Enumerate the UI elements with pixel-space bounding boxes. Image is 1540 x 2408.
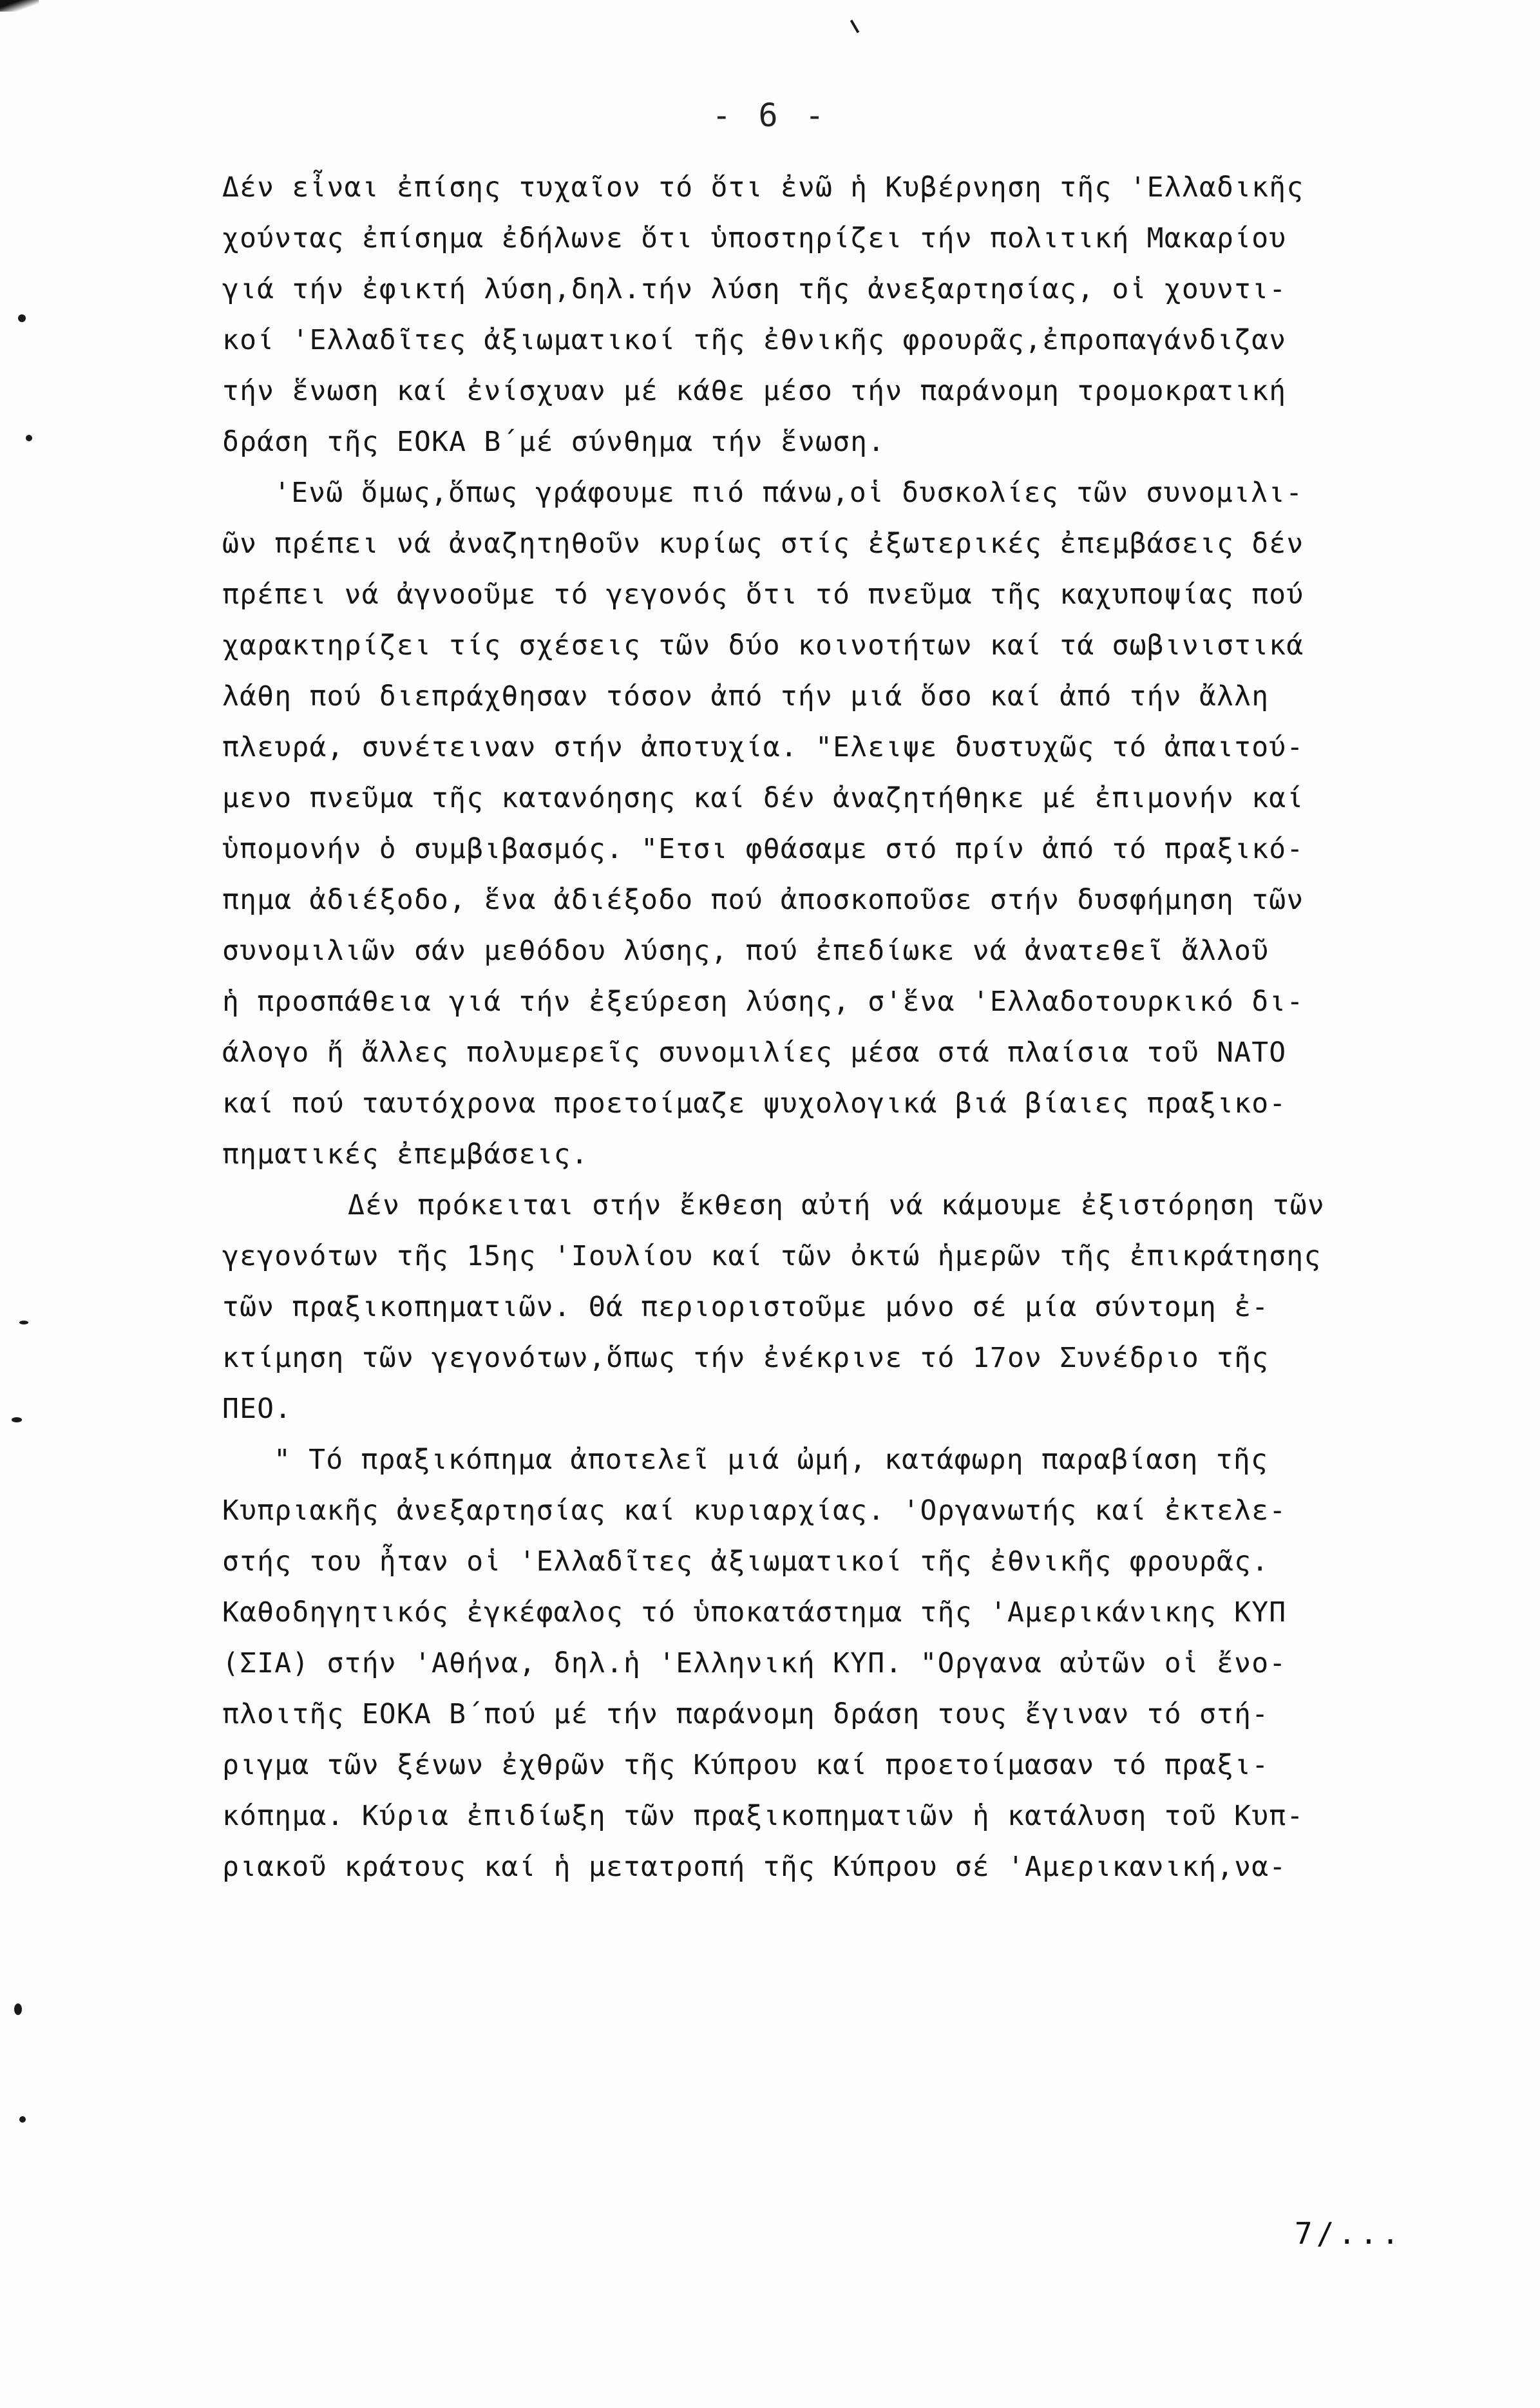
scan-speck (12, 1417, 22, 1422)
text-line: Κυπριακῆς ἀνεξαρτησίας καί κυριαρχίας. 'Οργανωτής καί ἐκτελε- (222, 1495, 1287, 1527)
text-line: κόπημα. Κύρια ἐπιδίωξη τῶν πραξικοπηματιῶν ἡ κατάλυση τοῦ Κυπ- (222, 1800, 1304, 1832)
text-line: Δέν εἶναι ἐπίσης τυχαῖον τό ὅτι ἐνῶ ἡ Κυβέρνηση τῆς 'Ελλαδικῆς (222, 171, 1304, 204)
text-line: κοί 'Ελλαδῖτες ἀξιωματικοί τῆς ἐθνικῆς φρουρᾶς,ἐπροπαγάνδιζαν (222, 324, 1287, 356)
text-line: ριγμα τῶν ξένων ἐχθρῶν τῆς Κύπρου καί προετοίμασαν τό πραξι- (222, 1749, 1269, 1781)
scan-speck (26, 435, 32, 441)
text-line: Καθοδηγητικός ἐγκέφαλος τό ὑποκατάστημα τῆς 'Αμερικάνικης ΚΥΠ (222, 1596, 1287, 1629)
text-line: πηματικές ἐπεμβάσεις. (222, 1138, 589, 1171)
page-number: - 6 - (712, 97, 828, 134)
scan-speck (19, 1321, 28, 1324)
scan-speck (850, 19, 859, 33)
text-line: μενο πνεῦμα τῆς κατανόησης καί δέν ἀναζητήθηκε μέ ἐπιμονήν καί (222, 782, 1304, 814)
text-line: πλευρά, συνέτειναν στήν ἀποτυχία. "Ελειψε δυστυχῶς τό ἀπαιτού- (222, 731, 1304, 763)
text-line: πλοιτῆς ΕΟΚΑ Β΄πού μέ τήν παράνομη δράση τους ἔγιναν τό στή- (222, 1698, 1269, 1730)
text-line: χούντας ἐπίσημα ἐδήλωνε ὅτι ὑποστηρίζει τήν πολιτική Μακαρίου (222, 222, 1287, 254)
text-line: 'Ενῶ ὅμως,ὅπως γράφουμε πιό πάνω,οἱ δυσκολίες τῶν συνομιλι- (274, 477, 1304, 509)
text-line: ῶν πρέπει νά ἀναζητηθοῦν κυρίως στίς ἐξωτερικές ἐπεμβάσεις δέν (222, 528, 1304, 560)
text-line: ὑπομονήν ὁ συμβιβασμός. "Ετσι φθάσαμε στό πρίν ἀπό τό πραξικό- (222, 833, 1304, 865)
text-line: ριακοῦ κράτους καί ἡ μετατροπή τῆς Κύπρου σέ 'Αμερικανική,να- (222, 1851, 1287, 1883)
text-line: κτίμηση τῶν γεγονότων,ὅπως τήν ἐνέκρινε τό 17ον Συνέδριο τῆς (222, 1342, 1269, 1374)
text-line: καί πού ταυτόχρονα προετοίμαζε ψυχολογικά βιά βίαιες πραξικο- (222, 1087, 1287, 1120)
text-line: (ΣΙΑ) στήν 'Αθήνα, δηλ.ἡ 'Ελληνική ΚΥΠ. "Οργανα αὐτῶν οἱ ἔνο- (222, 1647, 1287, 1679)
text-line: γιά τήν ἐφικτή λύση,δηλ.τήν λύση τῆς ἀνεξαρτησίας, οἱ χουντι- (222, 273, 1287, 305)
text-line: άλογο ἤ ἄλλες πολυμερεῖς συνομιλίες μέσα στά πλαίσια τοῦ ΝΑΤΟ (222, 1037, 1287, 1069)
continuation-marker-visible: 7/... (1295, 2216, 1403, 2251)
document-body (222, 162, 1504, 1893)
text-line: πρέπει νά ἀγνοοῦμε τό γεγονός ὅτι τό πνεῦμα τῆς καχυποψίας πού (222, 578, 1304, 611)
text-line: τήν ἕνωση καί ἐνίσχυαν μέ κάθε μέσο τήν παράνομη τρομοκρατική (222, 375, 1287, 407)
text-line: γεγονότων τῆς 15ης 'Ιουλίου καί τῶν ὀκτώ ἡμερῶν τῆς ἐπικράτησης (222, 1240, 1322, 1272)
scan-speck (18, 314, 26, 322)
text-line: " Τό πραξικόπημα ἀποτελεῖ μιά ὠμή, κατάφωρη παραβίαση τῆς (274, 1444, 1269, 1476)
text-line: χαρακτηρίζει τίς σχέσεις τῶν δύο κοινοτήτων καί τά σωβινιστικά (222, 629, 1304, 662)
text-line: ΠΕΟ. (222, 1393, 292, 1425)
text-line: λάθη πού διεπράχθησαν τόσον ἀπό τήν μιά ὅσο καί ἀπό τήν ἄλλη (222, 680, 1269, 712)
text-line: στής του ἦταν οἱ 'Ελλαδῖτες ἀξιωματικοί τῆς ἐθνικῆς φρουρᾶς. (222, 1545, 1269, 1578)
text-line: τῶν πραξικοπηματιῶν. Θά περιοριστοῦμε μόνο σέ μία σύντομη ἐ- (222, 1291, 1269, 1323)
scan-artifact (0, 0, 39, 12)
text-line: δράση τῆς ΕΟΚΑ Β΄μέ σύνθημα τήν ἕνωση. (222, 426, 886, 458)
text-line: συνομιλιῶν σάν μεθόδου λύσης, πού ἐπεδίωκε νά ἀνατεθεῖ ἄλλοῦ (222, 935, 1269, 967)
scan-speck (14, 2003, 22, 2015)
scan-speck (19, 2116, 26, 2123)
text-line: ἡ προσπάθεια γιά τήν ἐξεύρεση λύσης, σ'ἕνα 'Ελλαδοτουρκικό δι- (222, 986, 1304, 1018)
text-line: Δέν πρόκειται στήν ἔκθεση αὐτή νά κάμουμε ἐξιστόρηση τῶν (348, 1189, 1325, 1221)
text-line: πημα ἀδιέξοδο, ἕνα ἀδιέξοδο πού ἀποσκοποῦσε στήν δυσφήμηση τῶν (222, 884, 1304, 916)
